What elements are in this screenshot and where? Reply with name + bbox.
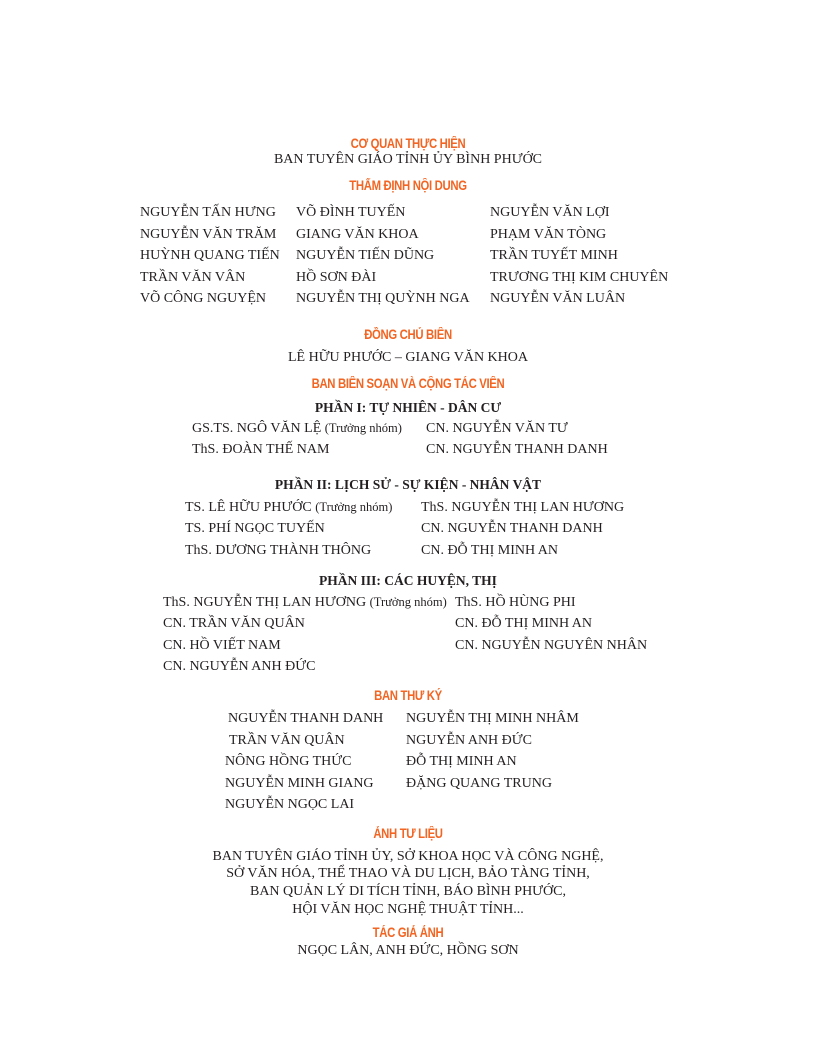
section-heading-anh-tu-lieu: ẢNH TƯ LIỆU — [373, 826, 443, 841]
thu-ky-name: NÔNG HỒNG THỨC — [225, 754, 352, 769]
tham-dinh-name: NGUYỄN VĂN LUÂN — [490, 291, 626, 306]
tham-dinh-name: GIANG VĂN KHOA — [296, 227, 419, 242]
co-quan-thuc-hien-value: BAN TUYÊN GIÁO TỈNH ỦY BÌNH PHƯỚC — [273, 152, 543, 167]
phan-2-right-member: CN. NGUYỄN THANH DANH — [421, 521, 603, 536]
section-heading-tham-dinh-noi-dung: THẨM ĐỊNH NỘI DUNG — [349, 178, 467, 193]
member-role-note: (Trưởng nhóm) — [324, 421, 402, 435]
member-name: CN. TRẦN VĂN QUÂN — [163, 616, 305, 631]
member-name: TS. LÊ HỮU PHƯỚC — [185, 500, 312, 515]
tham-dinh-name: HUỲNH QUANG TIẾN — [140, 248, 280, 263]
member-name: ThS. ĐOÀN THẾ NAM — [192, 442, 330, 457]
phan-1-title: PHẦN I: TỰ NHIÊN - DÂN CƯ — [314, 400, 502, 415]
tham-dinh-name: NGUYỄN THỊ QUỲNH NGA — [296, 291, 470, 306]
dong-chu-bien-value: LÊ HỮU PHƯỚC – GIANG VĂN KHOA — [287, 350, 529, 365]
tham-dinh-name: PHẠM VĂN TÒNG — [490, 227, 607, 242]
anh-tu-lieu-line: BAN QUẢN LÝ DI TÍCH TỈNH, BÁO BÌNH PHƯỚC, — [249, 884, 566, 899]
tham-dinh-name: NGUYỄN VĂN LỢI — [490, 205, 610, 220]
phan-2-title: PHẦN II: LỊCH SỬ - SỰ KIỆN - NHÂN VẬT — [274, 477, 542, 492]
phan-2-right-member: CN. ĐỖ THỊ MINH AN — [421, 543, 559, 558]
thu-ky-name: NGUYỄN THỊ MINH NHÂM — [406, 711, 579, 726]
thu-ky-name: NGUYỄN MINH GIANG — [225, 776, 374, 791]
phan-2-right-member: ThS. NGUYỄN THỊ LAN HƯƠNG — [421, 500, 625, 515]
thu-ky-name: TRẦN VĂN QUÂN — [229, 733, 345, 748]
phan-3-title: PHẦN III: CÁC HUYỆN, THỊ — [319, 573, 497, 588]
phan-1-right-member: CN. NGUYỄN THANH DANH — [426, 442, 608, 457]
phan-2-left-member — [185, 543, 371, 559]
anh-tu-lieu-line: HỘI VĂN HỌC NGHỆ THUẬT TỈNH... — [292, 902, 524, 917]
section-heading-co-quan-thuc-hien: CƠ QUAN THỰC HIỆN — [350, 136, 466, 151]
phan-3-left-member — [163, 616, 305, 632]
tham-dinh-name: VÕ ĐÌNH TUYẾN — [296, 205, 406, 220]
thu-ky-name: ĐỖ THỊ MINH AN — [406, 754, 517, 769]
phan-3-right-member: CN. NGUYỄN NGUYÊN NHÂN — [455, 638, 648, 653]
thu-ky-name: NGUYỄN THANH DANH — [228, 711, 384, 726]
phan-2-left-member — [185, 521, 325, 537]
phan-2-left-member — [185, 500, 392, 516]
tham-dinh-name: TRẦN TUYẾT MINH — [490, 248, 618, 263]
member-name: ThS. DƯƠNG THÀNH THÔNG — [185, 543, 372, 558]
section-heading-tac-gia-anh: TÁC GIẢ ẢNH — [372, 925, 444, 940]
section-heading-dong-chu-bien: ĐỒNG CHỦ BIÊN — [364, 327, 452, 342]
thu-ky-name: ĐẶNG QUANG TRUNG — [406, 776, 552, 791]
member-name: CN. NGUYỄN ANH ĐỨC — [163, 659, 316, 674]
phan-3-left-member — [163, 659, 315, 675]
thu-ky-name: NGUYỄN ANH ĐỨC — [406, 733, 532, 748]
phan-3-right-member: ThS. HỒ HÙNG PHI — [455, 595, 576, 610]
member-role-note: (Trưởng nhóm) — [315, 500, 393, 514]
phan-3-left-member — [163, 638, 281, 654]
tham-dinh-name: VÕ CÔNG NGUYỆN — [140, 291, 266, 306]
tham-dinh-name: NGUYỄN TẤN HƯNG — [140, 205, 276, 220]
thu-ky-name: NGUYỄN NGỌC LAI — [225, 797, 355, 812]
tham-dinh-name: NGUYỄN TIẾN DŨNG — [296, 248, 435, 263]
phan-1-left-member — [192, 421, 402, 437]
member-name: ThS. NGUYỄN THỊ LAN HƯƠNG — [163, 595, 367, 610]
tham-dinh-name: TRẦN VĂN VÂN — [140, 270, 246, 285]
section-heading-ban-bien-soan: BAN BIÊN SOẠN VÀ CỘNG TÁC VIÊN — [311, 376, 505, 391]
tham-dinh-name: HỒ SƠN ĐÀI — [296, 270, 377, 285]
member-name: TS. PHÍ NGỌC TUYẾN — [185, 521, 325, 536]
phan-3-right-member: CN. ĐỖ THỊ MINH AN — [455, 616, 593, 631]
phan-1-right-member: CN. NGUYỄN VĂN TƯ — [426, 421, 568, 436]
phan-1-left-member — [192, 442, 329, 458]
member-name: CN. HỒ VIẾT NAM — [163, 638, 281, 653]
anh-tu-lieu-line: BAN TUYÊN GIÁO TỈNH ỦY, SỞ KHOA HỌC VÀ CÔNG NGHỆ, — [212, 849, 604, 864]
anh-tu-lieu-line: SỞ VĂN HÓA, THỂ THAO VÀ DU LỊCH, BẢO TÀNG TỈNH, — [226, 866, 590, 881]
tham-dinh-name: NGUYỄN VĂN TRĂM — [140, 227, 277, 242]
member-role-note: (Trưởng nhóm) — [369, 595, 447, 609]
phan-3-left-member — [163, 595, 447, 611]
tac-gia-anh-value: NGỌC LÂN, ANH ĐỨC, HỒNG SƠN — [297, 943, 519, 958]
tham-dinh-name: TRƯƠNG THỊ KIM CHUYÊN — [490, 270, 669, 285]
member-name: GS.TS. NGÔ VĂN LỆ — [192, 421, 322, 436]
section-heading-ban-thu-ky: BAN THƯ KÝ — [374, 688, 442, 703]
